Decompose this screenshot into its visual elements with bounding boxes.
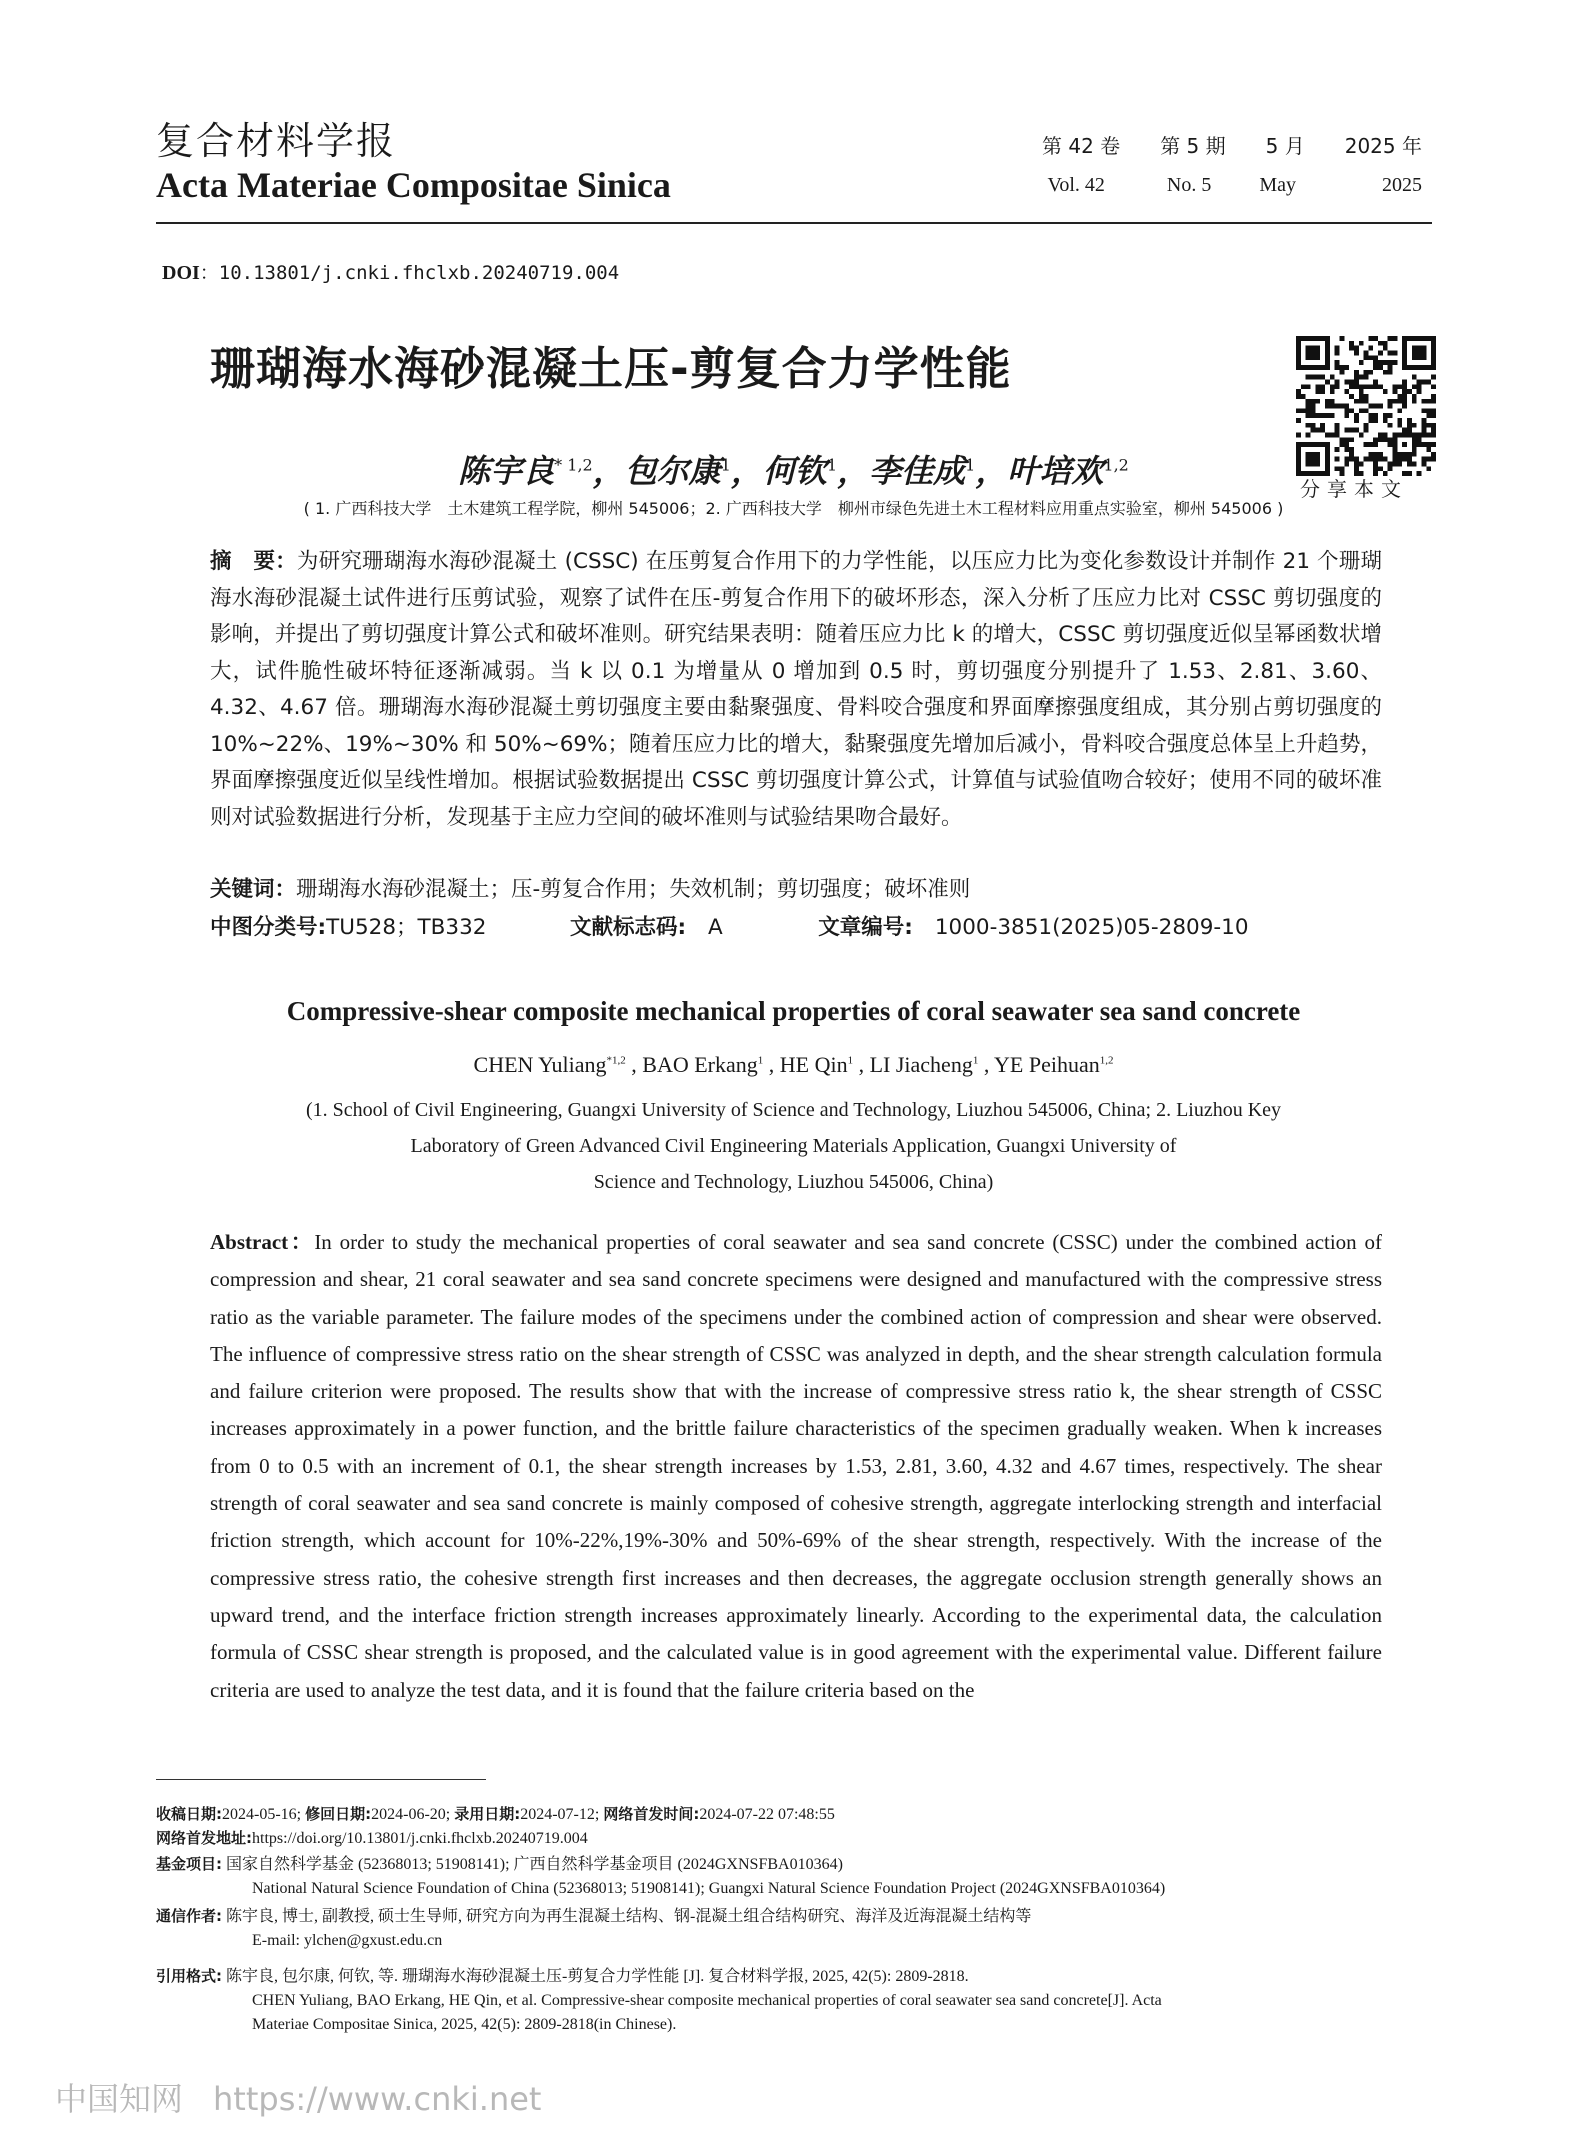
keywords-cn-label: 关键词： bbox=[210, 877, 297, 902]
affiliation-en-line: (1. School of Civil Engineering, Guangxi University of Science and Technology, Liuzhou 545006, China; 2. Liuzhou Key bbox=[305, 1099, 1282, 1121]
revised-label: 修回日期: bbox=[305, 1805, 372, 1823]
fund-label: 基金项目: bbox=[156, 1855, 222, 1873]
citation-en-line: CHEN Yuliang, BAO Erkang, HE Qin, et al. Compressive-shear composite mechanical properties of coral seawater sea sand concrete[J]. Acta bbox=[252, 1992, 1162, 2009]
received-label: 收稿日期: bbox=[156, 1805, 222, 1823]
abstract-cn-text: 为研究珊瑚海水海砂混凝土 (CSSC) 在压剪复合作用下的力学性能，以压应力比为变化参数设计并制作 21 个珊瑚海水海砂混凝土试件进行压剪试验，观察了试件在压-剪复合作用下的破坏形态，深入分析了压应力比对 CSSC 剪切强度的影响，并提出了剪切强度计算公式和破坏准则。研究结果表明：随着压应力比 k 的增大，CSSC 剪切强度近似呈幂函数状增大，试件脆性破坏特征逐渐减弱。当 k 以 0.1 为增量从 0 增加到 0.5 时，剪切强度分别提升了 1.53、2.81、3.60、4.32、4.67 倍。珊瑚海水海砂混凝土剪切强度主要由黏聚强度、骨料咬合强度和界面摩擦强度组成，其分别占剪切强度的 10%~22%、19%~30% 和 50%~69%；随着压应力比的增大，黏聚强度先增加后减小，骨料咬合强度总体呈上升趋势，界面摩擦强度近似呈线性增加。根据试验数据提出 CSSC 剪切强度计算公式，计算值与试验值吻合较好；使用不同的破坏准则对试验数据进行分析，发现基于主应力空间的破坏准则与试验结果吻合最好。 bbox=[210, 549, 1382, 830]
doi-line bbox=[162, 258, 619, 285]
doc-code-label: 文献标志码: bbox=[569, 915, 687, 940]
citation-label: 引用格式: bbox=[156, 1967, 222, 1985]
author-affiliation-mark: 1 bbox=[847, 1054, 854, 1067]
abstract-cn bbox=[210, 544, 1382, 836]
keywords-cn bbox=[210, 872, 1382, 909]
abstract-en-label: Abstract： bbox=[210, 1230, 315, 1254]
article-no-value: 1000-3851(2025)05-2809-10 bbox=[934, 915, 1249, 940]
volume-en: Vol. 42 bbox=[1047, 174, 1105, 196]
affiliation-cn: ( 1. 广西科技大学 土木建筑工程学院，柳州 545006；2. 广西科技大学 柳州市绿色先进土木工程材料应用重点实验室，柳州 545006 ) bbox=[303, 499, 1284, 518]
watermark bbox=[55, 2074, 541, 2120]
footnote-corresponding bbox=[156, 1904, 1436, 1953]
author-name: 包尔康 bbox=[624, 452, 721, 490]
header-divider bbox=[156, 222, 1432, 224]
accepted-date: 2024-07-12; bbox=[520, 1806, 600, 1823]
online-url-label: 网络首发地址: bbox=[156, 1829, 252, 1847]
author-name: 陈宇良 bbox=[458, 452, 555, 490]
author-affiliation-mark: 1 bbox=[972, 1054, 979, 1067]
author-name: CHEN Yuliang bbox=[473, 1052, 607, 1077]
author-name: HE Qin bbox=[779, 1052, 848, 1077]
year-en: 2025 bbox=[1382, 174, 1422, 196]
online-date: 2024-07-22 07:48:55 bbox=[699, 1806, 835, 1823]
watermark-url[interactable]: https://www.cnki.net bbox=[213, 2080, 542, 2118]
author-name: 李佳成 bbox=[869, 452, 966, 490]
accepted-label: 录用日期: bbox=[454, 1805, 521, 1823]
author-affiliation-mark: 1 bbox=[965, 455, 976, 475]
affiliation-en-line: Science and Technology, Liuzhou 545006, China) bbox=[593, 1171, 994, 1193]
author-name: 叶培欢 bbox=[1007, 452, 1104, 490]
keywords-cn-text: 珊瑚海水海砂混凝土；压-剪复合作用；失效机制；剪切强度；破坏准则 bbox=[296, 877, 971, 902]
abstract-cn-label: 摘 要： bbox=[210, 549, 297, 574]
article-no-label: 文章编号: bbox=[818, 915, 913, 940]
author-affiliation-mark: *1,2 bbox=[606, 1054, 626, 1067]
revised-date: 2024-06-20; bbox=[371, 1806, 451, 1823]
affiliation-en bbox=[0, 1092, 1587, 1200]
affiliation-en-line: Laboratory of Green Advanced Civil Engineering Materials Application, Guangxi University of bbox=[410, 1135, 1177, 1157]
footnote-dates bbox=[156, 1802, 1436, 1827]
corresponding-label: 通信作者: bbox=[156, 1907, 222, 1925]
corresponding-author: 陈宇良, 博士, 副教授, 硕士生导师, 研究方向为再生混凝土结构、钢-混凝土组合结构研究、海洋及近海混凝土结构等 bbox=[226, 1908, 1032, 1925]
author-affiliation-mark: 1 bbox=[826, 455, 838, 475]
issue-cn: 第 5 期 bbox=[1160, 134, 1226, 158]
journal-title-en: Acta Materiae Compositae Sinica bbox=[156, 165, 671, 205]
doi-link[interactable]: ：10.13801/j.cnki.fhclxb.20240719.004 bbox=[199, 262, 620, 284]
fund-en: National Natural Science Foundation of China (52368013; 51908141); Guangxi Natural Science Foundation Project (2024GXNSFBA010364) bbox=[252, 1880, 1166, 1897]
citation-cn: 陈宇良, 包尔康, 何钦, 等. 珊瑚海水海砂混凝土压-剪复合力学性能 [J]. 复合材料学报, 2025, 42(5): 2809-2818. bbox=[226, 1968, 969, 1985]
issue-info-en bbox=[1007, 174, 1422, 197]
received-date: 2024-05-16; bbox=[222, 1806, 302, 1823]
volume-cn: 第 42 卷 bbox=[1042, 134, 1121, 158]
clc-label: 中图分类号: bbox=[210, 915, 327, 940]
author-list-en: CHEN Yuliang$^{*1,2}$ , BAO Erkang$^1$ , HE Qin$^1$ , LI Jiacheng$^1$ , YE Peihuan$^{1,2}$ bbox=[473, 1052, 1114, 1077]
abstract-en-text: In order to study the mechanical properties of coral seawater and sea sand concrete (CSSC) under the combined action of compression and shear, 21 coral seawater and sea sand concrete specimens were designed and manufactured with the compressive stress ratio as the variable parameter. The failure modes of the specimens under the combined action of compression and shear were observed. The influence of compressive stress ratio on the shear strength of CSSC was analyzed in depth, and the shear strength calculation formula and failure criterion were proposed. The results show that with the increase of compressive stress ratio k, the shear strength of CSSC increases approximately in a power function, and the brittle failure characteristics of the specimen gradually weaken. When k increases from 0 to 0.5 with an increment of 0.1, the shear strength increases by 1.53, 2.81, 3.60, 4.32 and 4.67 times, respectively. The shear strength of coral seawater and sea sand concrete is mainly composed of cohesive strength, aggregate interlocking strength and interfacial friction strength, which account for 10%-22%,19%-30% and 50%-69% of the shear strength, respectively. With the increase of the compressive stress ratio, the cohesive strength first increases and then decreases, the aggregate occlusion strength generally shows an upward trend, and the interface friction strength increases approximately linearly. According to the experimental data, the calculation formula of CSSC shear strength is proposed, and the calculated value is in good agreement with the experimental value. Different failure criteria are used to analyze the test data, and it is found that the failure criteria based on the bbox=[210, 1230, 1382, 1702]
fund-cn: 国家自然科学基金 (52368013; 51908141); 广西自然科学基金项目 (2024GXNSFBA010364) bbox=[226, 1856, 843, 1873]
article-title-cn: 珊瑚海水海砂混凝土压-剪复合力学性能 bbox=[210, 342, 1012, 395]
clc-value: TU528；TB332 bbox=[326, 915, 487, 940]
issue-en: No. 5 bbox=[1166, 174, 1212, 196]
author-affiliation-mark: 1,2 bbox=[1099, 1054, 1114, 1067]
author-name: 何钦 bbox=[762, 452, 827, 490]
abstract-en bbox=[210, 1224, 1382, 1709]
footnote-online-url bbox=[156, 1826, 1436, 1851]
footnote-citation bbox=[156, 1964, 1436, 2037]
author-name: YE Peihuan bbox=[994, 1052, 1100, 1077]
issue-info-cn bbox=[1002, 130, 1422, 159]
citation-en-line: Materiae Compositae Sinica, 2025, 42(5): 2809-2818(in Chinese). bbox=[252, 2016, 677, 2033]
footnote-fund bbox=[156, 1852, 1436, 1901]
article-title-en: Compressive-shear composite mechanical properties of coral seawater sea sand concrete bbox=[286, 996, 1301, 1026]
author-affiliation-mark: 1,2 bbox=[1103, 455, 1129, 475]
online-url-link[interactable]: https://doi.org/10.13801/j.cnki.fhclxb.20240719.004 bbox=[252, 1830, 588, 1847]
watermark-site-name: 中国知网 bbox=[55, 2080, 184, 2118]
online-label: 网络首发时间: bbox=[603, 1805, 700, 1823]
classification-line bbox=[210, 910, 1382, 947]
author-affiliation-mark: * 1,2 bbox=[554, 455, 593, 475]
doi-label: DOI bbox=[162, 262, 200, 284]
month-en: May bbox=[1259, 174, 1296, 196]
author-name: BAO Erkang bbox=[642, 1052, 758, 1077]
doc-code-value: A bbox=[708, 915, 723, 940]
author-name: LI Jiacheng bbox=[869, 1052, 973, 1077]
corresponding-email[interactable]: E-mail: ylchen@gxust.edu.cn bbox=[252, 1932, 443, 1949]
journal-title-cn: 复合材料学报 bbox=[156, 119, 397, 163]
share-caption: 分享本文 bbox=[1300, 477, 1408, 501]
footnote-divider bbox=[156, 1779, 486, 1780]
year-cn: 2025 年 bbox=[1344, 134, 1422, 158]
author-affiliation-mark: 1 bbox=[720, 455, 731, 475]
author-affiliation-mark: 1 bbox=[757, 1054, 764, 1067]
month-cn: 5 月 bbox=[1265, 134, 1305, 158]
author-list-cn: 陈宇良$^{* 1,2}$，包尔康$^1$，何钦$^1$，李佳成$^1$，叶培欢$^{1,2}$ bbox=[458, 452, 1129, 490]
